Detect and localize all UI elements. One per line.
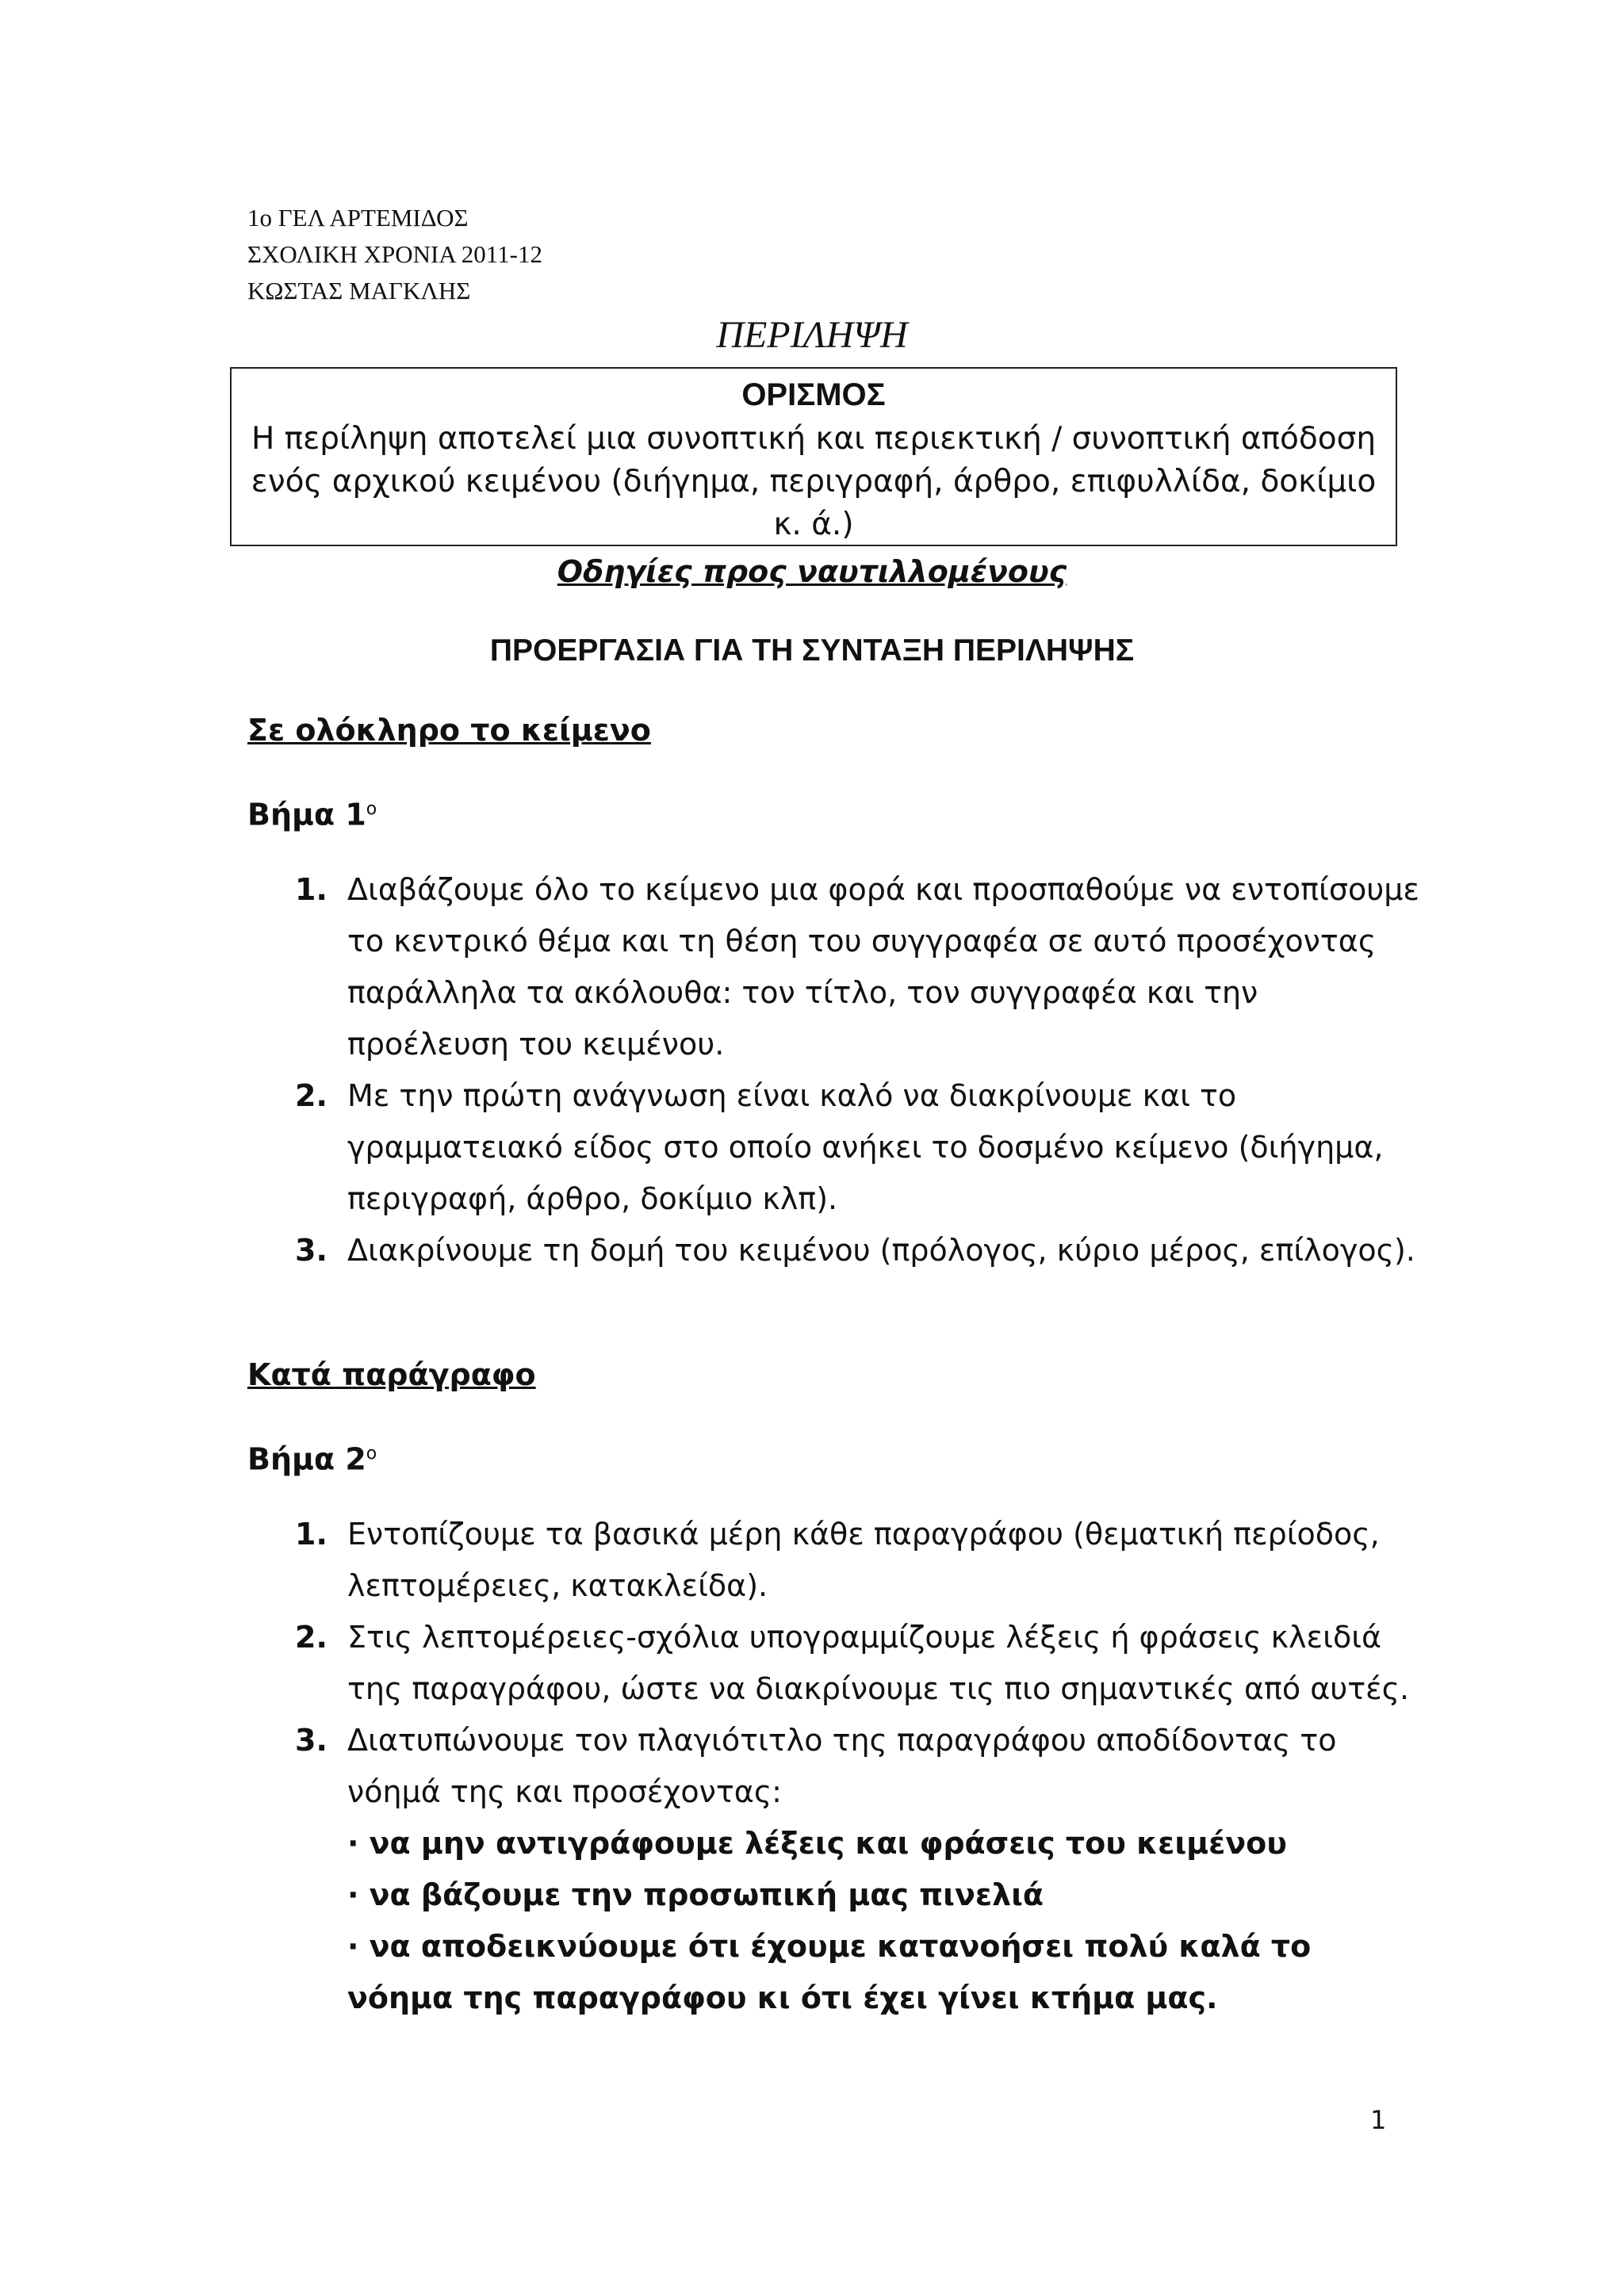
list-item-text: Στις λεπτομέρειες-σχόλια υπογραμμίζουμε λέξεις ή φράσεις κλειδιά της παραγράφου, ώστε να διακρίνουμε τις πιο σημαντικές από αυτές. (347, 1620, 1410, 1706)
part2-list (295, 1509, 1421, 2024)
list-item-number: 3. (295, 1723, 327, 1758)
list-item-text: Διακρίνουμε τη δομή του κειμένου (πρόλογος, κύριο μέρος, επίλογος). (347, 1233, 1415, 1268)
document-title: ΠΕΡΙΛΗΨΗ (716, 314, 908, 356)
document-subtitle: Οδηγίες προς ναυτιλλομένους (557, 554, 1067, 589)
bullet-item: · να αποδεικνύουμε ότι έχουμε κατανοήσει πολύ καλά το νόημα της παραγράφου κι ότι έχει γίνει κτήμα μας. (347, 1929, 1312, 2015)
list-item (295, 1612, 1421, 1715)
part1-list (295, 864, 1421, 1276)
definition-box (230, 367, 1397, 546)
list-item (295, 1509, 1421, 1612)
page-number: 1 (1370, 2105, 1387, 2135)
list-item-number: 1. (295, 1517, 327, 1552)
step1-heading (247, 786, 377, 838)
list-item-text: Διατυπώνουμε τον πλαγιότιτλο της παραγράφου αποδίδοντας το νόημά της και προσέχοντας: (347, 1723, 1337, 1809)
document-header (247, 200, 542, 309)
list-item-number: 2. (295, 1078, 327, 1113)
school-year: ΣΧΟΛΙΚΗ ΧΡΟΝΙΑ 2011-12 (247, 240, 542, 268)
step2-heading (247, 1431, 377, 1483)
list-item-number: 2. (295, 1620, 327, 1655)
list-item-text: Με την πρώτη ανάγνωση είναι καλό να διακρίνουμε και το γραμματειακό είδος στο οποίο ανήκει το δοσμένο κείμενο (διήγημα, περιγραφή, άρθρο, δοκίμιο κλπ). (347, 1078, 1384, 1216)
school-name: 1ο ΓΕΛ ΑΡΤΕΜΙΔΟΣ (247, 204, 469, 232)
list-item-text: Διαβάζουμε όλο το κείμενο μια φορά και προσπαθούμε να εντοπίσουμε το κεντρικό θέμα και τη θέση του συγγραφέα σε αυτό προσέχοντας παράλληλα τα ακόλουθα: τον τίτλο, τον συγγραφέα και την προέλευση του κειμένου. (347, 872, 1419, 1062)
bullet-item: · να βάζουμε την προσωπική μας πινελιά (347, 1877, 1044, 1912)
list-item (295, 864, 1421, 1070)
author-name: ΚΩΣΤΑΣ ΜΑΓΚΛΗΣ (247, 277, 471, 304)
list-item-number: 1. (295, 872, 327, 907)
section-heading: ΠΡΟΕΡΓΑΣΙΑ ΓΙΑ ΤΗ ΣΥΝΤΑΞΗ ΠΕΡΙΛΗΨΗΣ (489, 633, 1135, 668)
list-item (295, 1715, 1421, 2024)
list-item-number: 3. (295, 1233, 327, 1268)
list-item (295, 1225, 1421, 1276)
part2-heading: Κατά παράγραφο (247, 1357, 536, 1392)
definition-heading: ΟΡΙΣΜΟΣ (741, 377, 886, 412)
step2-label: Βήμα 2 (247, 1441, 366, 1477)
step1-label: Βήμα 1 (247, 797, 366, 832)
list-item-text: Εντοπίζουμε τα βασικά μέρη κάθε παραγράφου (θεματική περίοδος, λεπτομέρειες, κατακλείδα). (347, 1517, 1380, 1603)
step1-sup: ο (366, 799, 377, 819)
definition-text: Η περίληψη αποτελεί μια συνοπτική και περιεκτική / συνοπτική απόδοση ενός αρχικού κειμένου (διήγημα, περιγραφή, άρθρο, επιφυλλίδα, δοκίμιο κ. ά.) (251, 421, 1377, 542)
part1-heading: Σε ολόκληρο το κείμενο (247, 713, 651, 748)
step2-sup: ο (366, 1444, 377, 1464)
bullet-item: · να μην αντιγράφουμε λέξεις και φράσεις του κειμένου (347, 1826, 1287, 1861)
list-item (295, 1070, 1421, 1225)
